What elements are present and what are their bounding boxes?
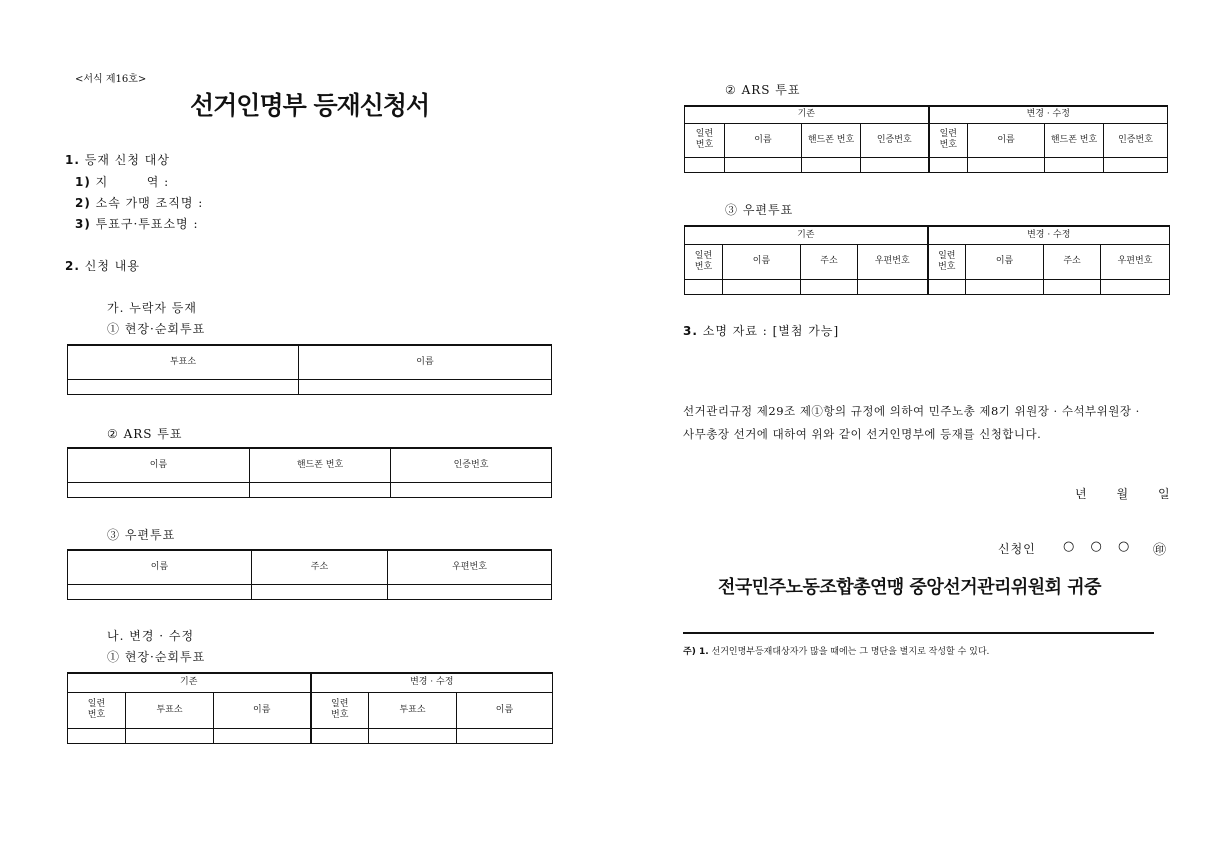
- table-cell[interactable]: [966, 279, 1044, 294]
- table-cell[interactable]: [457, 728, 553, 743]
- col-header: 이름: [68, 448, 250, 482]
- col-header: 인증번호: [1104, 123, 1168, 157]
- table-row: [685, 279, 1170, 294]
- ga-onsite-table: [67, 344, 552, 395]
- group-header-new: 변경 · 수정: [311, 673, 553, 692]
- ga-postal-label: ③ 우편투표: [107, 528, 176, 542]
- section-2-heading: [65, 257, 140, 274]
- table-cell[interactable]: [968, 157, 1045, 172]
- form-number: <서식 제16호>: [75, 74, 147, 85]
- table-cell[interactable]: [68, 728, 126, 743]
- group-header-new: 변경 · 수정: [928, 226, 1170, 244]
- ga-onsite-label: ① 현장·순회투표: [107, 322, 206, 336]
- table-cell[interactable]: [250, 482, 391, 497]
- table-row: [685, 157, 1168, 172]
- col-header: 핸드폰 번호: [1045, 123, 1104, 157]
- document-title: 선거인명부 등재신청서: [190, 91, 430, 120]
- col-header-serial: 일련 번호: [928, 244, 966, 279]
- col-header-serial: 일련 번호: [68, 692, 126, 728]
- col-header: 이름: [723, 244, 801, 279]
- section-1-title: 등재 신청 대상: [84, 153, 170, 167]
- col-header: 주소: [1044, 244, 1101, 279]
- col-header: 이름: [968, 123, 1045, 157]
- item-number: 1): [75, 175, 91, 189]
- table-row: [68, 584, 552, 599]
- section-3-number: 3.: [683, 324, 698, 338]
- table-row: [68, 379, 552, 394]
- table-cell[interactable]: [928, 279, 966, 294]
- ga-ars-label: ② ARS 투표: [107, 427, 183, 441]
- footnote-divider: [683, 632, 1154, 634]
- target-organization: [75, 194, 203, 211]
- item-label: 지 역 :: [95, 175, 170, 189]
- na-ars-label: ② ARS 투표: [725, 83, 801, 97]
- table-cell[interactable]: [723, 279, 801, 294]
- col-header: 핸드폰 번호: [802, 123, 861, 157]
- table-row: [68, 482, 552, 497]
- item-number: 2): [75, 196, 91, 210]
- footnote-number: 주) 1.: [683, 647, 709, 657]
- section-3-heading: [683, 322, 839, 339]
- table-cell[interactable]: [391, 482, 552, 497]
- col-header: 주소: [252, 550, 388, 584]
- col-header: 인증번호: [391, 448, 552, 482]
- group-header-old: 기존: [685, 226, 928, 244]
- col-header-serial: 일련 번호: [685, 244, 723, 279]
- item-number: 3): [75, 217, 91, 231]
- section-3-title: 소명 자료 : [별첨 가능]: [702, 324, 840, 338]
- col-header: 우편번호: [1101, 244, 1170, 279]
- date-line: 년 월 일: [1075, 487, 1171, 501]
- table-cell[interactable]: [725, 157, 802, 172]
- table-cell[interactable]: [1101, 279, 1170, 294]
- addressee: 전국민주노동조합총연맹 중앙선거관리위원회 귀중: [718, 577, 1102, 598]
- table-cell[interactable]: [929, 157, 968, 172]
- col-header: 주소: [801, 244, 858, 279]
- col-header: 핸드폰 번호: [250, 448, 391, 482]
- table-cell[interactable]: [68, 482, 250, 497]
- section-2-title: 신청 내용: [84, 259, 140, 273]
- footnote: [683, 644, 989, 657]
- table-cell[interactable]: [126, 728, 214, 743]
- section-1-heading: [65, 151, 170, 168]
- na-onsite-label: ① 현장·순회투표: [107, 650, 206, 664]
- col-header-serial: 일련 번호: [311, 692, 369, 728]
- applicant-name: ○ ○ ○: [1063, 539, 1136, 554]
- item-label: 투표구·투표소명 :: [95, 217, 199, 231]
- col-header: 이름: [68, 550, 252, 584]
- col-header: 투표소: [68, 345, 299, 379]
- table-cell[interactable]: [299, 379, 552, 394]
- col-header-serial: 일련 번호: [685, 123, 725, 157]
- table-cell[interactable]: [858, 279, 928, 294]
- group-header-old: 기존: [685, 106, 929, 123]
- table-cell[interactable]: [1104, 157, 1168, 172]
- table-cell[interactable]: [802, 157, 861, 172]
- subsection-ga: 가. 누락자 등재: [107, 301, 197, 315]
- table-cell[interactable]: [369, 728, 457, 743]
- col-header: 이름: [214, 692, 311, 728]
- item-label: 소속 가맹 조직명 :: [95, 196, 204, 210]
- table-cell[interactable]: [68, 584, 252, 599]
- table-cell[interactable]: [388, 584, 552, 599]
- seal-mark: ㊞: [1153, 543, 1167, 558]
- table-cell[interactable]: [685, 279, 723, 294]
- col-header-serial: 일련 번호: [929, 123, 968, 157]
- table-cell[interactable]: [311, 728, 369, 743]
- group-header-new: 변경 · 수정: [929, 106, 1168, 123]
- table-cell[interactable]: [685, 157, 725, 172]
- col-header: 이름: [725, 123, 802, 157]
- ga-ars-table: [67, 447, 552, 498]
- col-header: 우편번호: [388, 550, 552, 584]
- target-region: [75, 173, 169, 190]
- table-cell[interactable]: [68, 379, 299, 394]
- target-polling-station: [75, 215, 199, 232]
- table-row: [68, 728, 553, 743]
- na-postal-table: [684, 225, 1170, 295]
- table-cell[interactable]: [1044, 279, 1101, 294]
- footnote-text: 선거인명부등재대상자가 많을 때에는 그 명단을 별지로 작성할 수 있다.: [711, 647, 990, 657]
- col-header: 이름: [299, 345, 552, 379]
- applicant-label: 신청인: [998, 542, 1036, 556]
- statement-line-1: 선거관리규정 제29조 제①항의 규정에 의하여 민주노총 제8기 위원장 · 수석부위원장 ·: [683, 404, 1140, 418]
- statement-line-2: 사무총장 선거에 대하여 위와 같이 선거인명부에 등재를 신청합니다.: [683, 427, 1042, 441]
- col-header: 투표소: [126, 692, 214, 728]
- table-cell[interactable]: [1045, 157, 1104, 172]
- col-header: 우편번호: [858, 244, 928, 279]
- table-cell[interactable]: [252, 584, 388, 599]
- table-cell[interactable]: [861, 157, 929, 172]
- subsection-na: 나. 변경 · 수정: [107, 629, 195, 643]
- na-ars-table: [684, 105, 1168, 173]
- col-header: 투표소: [369, 692, 457, 728]
- section-1-number: 1.: [65, 153, 80, 167]
- ga-postal-table: [67, 549, 552, 600]
- col-header: 이름: [457, 692, 553, 728]
- table-cell[interactable]: [214, 728, 311, 743]
- section-2-number: 2.: [65, 259, 80, 273]
- col-header: 이름: [966, 244, 1044, 279]
- na-postal-label: ③ 우편투표: [725, 203, 794, 217]
- table-cell[interactable]: [801, 279, 858, 294]
- group-header-old: 기존: [68, 673, 311, 692]
- col-header: 인증번호: [861, 123, 929, 157]
- na-onsite-table: [67, 672, 553, 744]
